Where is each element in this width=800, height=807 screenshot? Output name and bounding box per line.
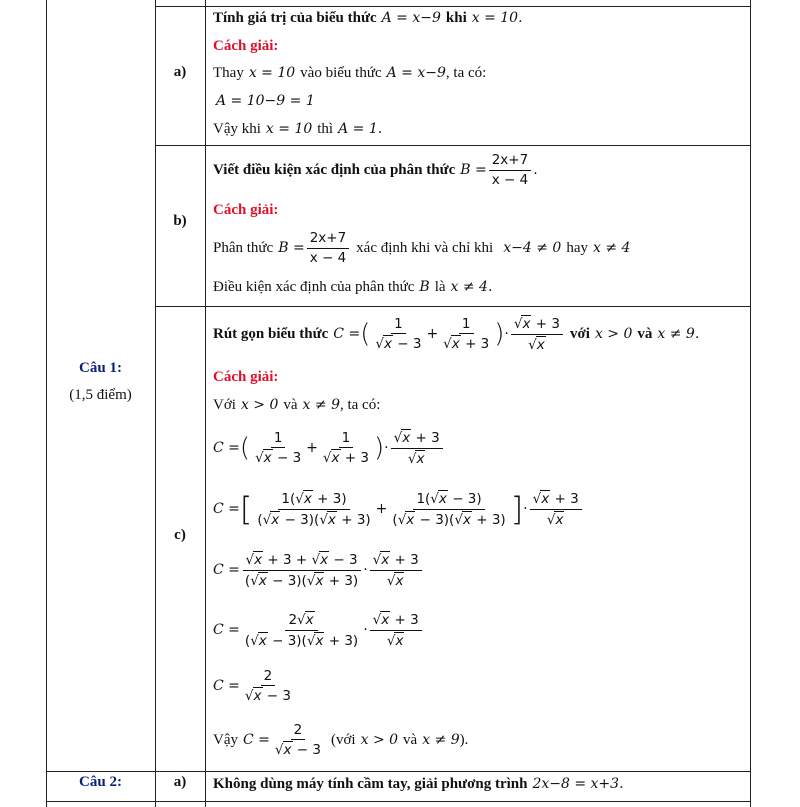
table-border-right: [750, 0, 751, 807]
row-divider-bc: [155, 306, 751, 307]
part-a-calculation: A = 10−9 = 1: [216, 93, 315, 109]
part-c-solution-heading: Cách giải:: [213, 368, 279, 385]
part-c-step-4: C = $\frac{2√x}{(√x - 3)(√x + 3)}$ · $\frac{√x + 3}{√x}$: [213, 606, 750, 654]
question-1-label: [46, 360, 155, 404]
table-border-col1: [155, 0, 156, 807]
part-b-condition: Phân thức B = $\frac{2x+7}{x - 4}$ xác định khi và chỉ khi x−4 ≠ 0 hay x ≠ 4: [213, 230, 631, 266]
part-c-step-3: C = $\frac{√x + 3 + √x - 3}{(√x - 3)(√x + 3)}$ · $\frac{√x + 3}{√x}$: [213, 546, 750, 594]
part-b-conclusion: Điều kiện xác định của phân thức B là x ≠ 4.: [213, 278, 493, 295]
part-c-conclusion: Vậy C = $\frac{2}{√x - 3}$ (với x > 0 và x ≠ 9 ).: [213, 721, 469, 758]
fraction-b: $\frac{2x+7}{x - 4}$: [489, 152, 531, 187]
part-c-condition: Với x > 0 và x ≠ 9 , ta có:: [213, 396, 381, 413]
part-c-step-5: C = $\frac{2}{√x - 3}$: [213, 667, 291, 704]
question-1-title: Câu 1:: [79, 360, 122, 376]
row-divider-bottom: [46, 801, 751, 802]
row-divider-q2: [46, 771, 751, 772]
part-q2a-label: a): [173, 774, 187, 790]
part-a-conclusion: Vậy khi x = 10 thì A = 1.: [213, 120, 383, 137]
fraction-b-solution: $\frac{2x+7}{x - 4}$: [307, 230, 349, 265]
part-a-solution-heading: Cách giải:: [213, 37, 279, 54]
question-2-title: Câu 2:: [79, 774, 122, 790]
row-divider-ab: [155, 145, 751, 146]
part-b-label: b): [173, 213, 187, 229]
part-c-step-1: C = ( $\frac{1}{√x - 3}$ + $\frac{1}{√x + 3}$ ) · $\frac{√x + 3}{√x}$: [213, 424, 750, 472]
question-1-points: (1,5 điểm): [69, 387, 132, 403]
part-a-label: a): [173, 64, 187, 80]
question-2a-prompt: Không dùng máy tính cầm tay, giải phương trình 2x−8 = x+3.: [213, 775, 624, 792]
part-c-label: c): [174, 527, 186, 543]
part-b-prompt: Viết điều kiện xác định của phân thức B = $\frac{2x+7}{x - 4}$ .: [213, 152, 538, 188]
part-c-prompt: Rút gọn biểu thức C = ( $\frac{1}{√x - 3}$ + $\frac{1}{√x + 3}$ ) · $\frac{√x + 3}{√x}$ với x > 0 và x ≠ 9.: [213, 315, 700, 353]
table-border-col2: [205, 0, 206, 807]
part-b-solution-heading: Cách giải:: [213, 201, 279, 218]
part-a-substitution: Thay x = 10 vào biểu thức A = x−9 , ta có:: [213, 64, 487, 81]
part-a-prompt: Tính giá trị của biểu thức A = x−9 khi x = 10.: [213, 9, 523, 26]
part-c-step-2: C = [ $\frac{1(√x + 3)}{(√x - 3)(√x + 3)}$ + $\frac{1(√x - 3)}{(√x - 3)(√x + 3)}$ ] · $\frac{√x + 3}{√x}$: [213, 484, 750, 534]
